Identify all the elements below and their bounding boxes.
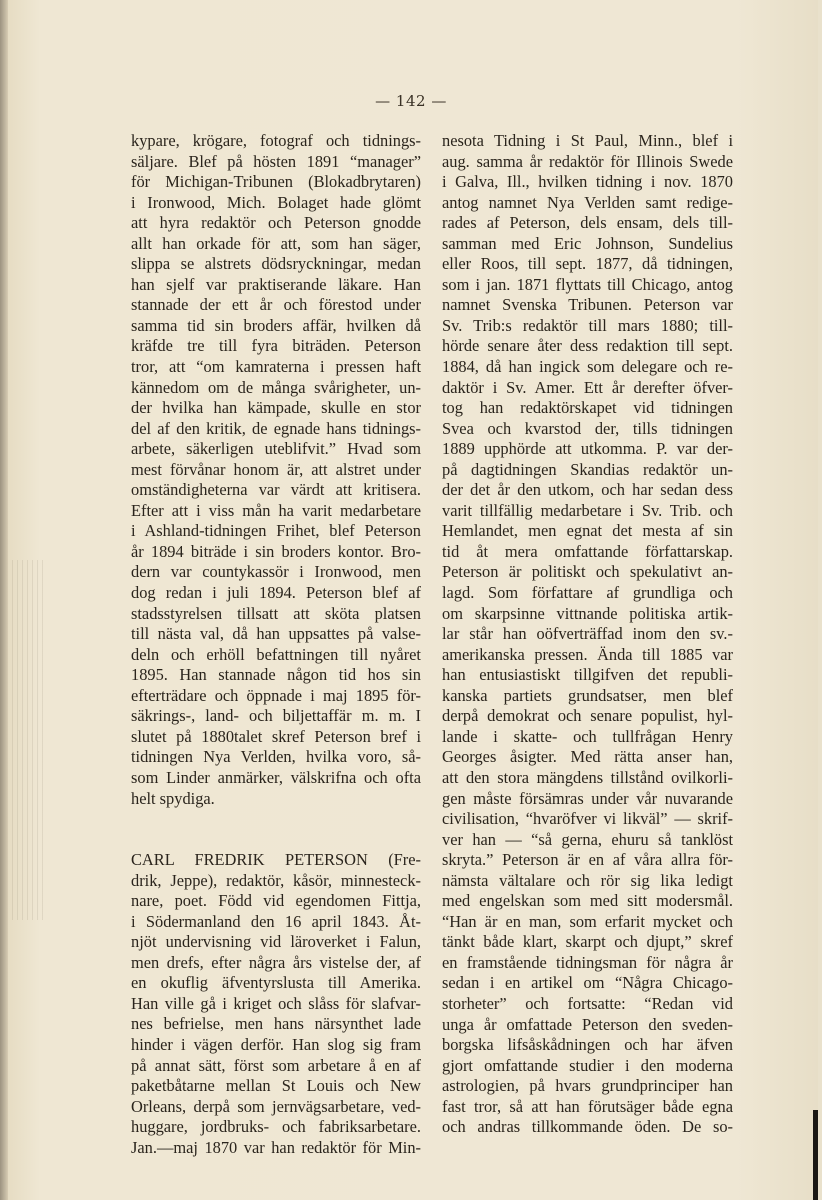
text-line: som i jan. 1871 flyttats till Chicago, antog bbox=[442, 274, 733, 294]
text-line: CARL FREDRIK PETERSON (Fre- bbox=[131, 850, 421, 870]
text-line: i Galva, Ill., hvilken tidning i nov. 1870 bbox=[442, 172, 733, 192]
text-line: Efter att i viss mån ha varit medarbetare bbox=[131, 500, 421, 520]
text-line: derpå demokrat och senare populist, hyl- bbox=[442, 706, 733, 726]
text-line: med engelskan som med sitt modersmål. bbox=[442, 891, 733, 911]
text-line: lande i skatte- och tullfrågan Henry bbox=[442, 726, 733, 746]
text-line: och andras tillkommande öden. De so- bbox=[442, 1117, 733, 1137]
text-line: helt spydiga. bbox=[131, 788, 215, 808]
text-line: dern var countykassör i Ironwood, men bbox=[131, 562, 421, 582]
text-line: arbete, säkerligen uteblifvit.” Hvad som bbox=[131, 439, 421, 459]
text-line: civilisation, “hvaröfver vi likväl” — skrif- bbox=[442, 809, 733, 829]
text-line: borgska lifsåskådningen och har äfven bbox=[442, 1035, 733, 1055]
text-line: Orleans, derpå som jernvägsarbetare, ved- bbox=[131, 1096, 421, 1116]
text-line: men drefs, efter några års vistelse der, af bbox=[131, 952, 421, 972]
text-line: sedan i en artikel om “Några Chicago- bbox=[442, 973, 733, 993]
text-line: Sv. Trib:s redaktör till mars 1880; till- bbox=[442, 315, 733, 335]
text-line: för Michigan-Tribunen (Blokadbrytaren) bbox=[131, 172, 421, 192]
right-text-column bbox=[442, 131, 733, 1138]
text-line: 1895. Han stannade någon tid hos sin bbox=[131, 665, 421, 685]
text-line: fast tror, så att han förutsäger både egna bbox=[442, 1096, 733, 1116]
text-line: han entusiastiskt tillgifven det republi- bbox=[442, 665, 733, 685]
text-line: huggare, jordbruks- och fabriksarbetare. bbox=[131, 1117, 421, 1137]
text-line: gjort omfattande studier i den moderna bbox=[442, 1055, 733, 1075]
text-line: skryta.” Peterson är en af våra allra för- bbox=[442, 850, 733, 870]
text-line: tänkt både klart, skarpt och djupt,” skref bbox=[442, 932, 733, 952]
text-line: samma tid sin broders affär, hvilken då bbox=[131, 315, 421, 335]
text-line: stannade der ett år och förestod under bbox=[131, 295, 421, 315]
text-line: astrologien, på hvars grundprinciper han bbox=[442, 1076, 733, 1096]
text-line: mest förvånar honom är, att alstret under bbox=[131, 459, 421, 479]
text-line: antog namnet Nya Verlden samt redige- bbox=[442, 192, 733, 212]
paragraph-gap bbox=[131, 809, 421, 830]
text-line: nesota Tidning i St Paul, Minn., blef i bbox=[442, 131, 733, 150]
text-line: Peterson är politiskt och spekulativt an- bbox=[442, 562, 733, 582]
text-line: Georges åsigter. Med rätta anser han, bbox=[442, 747, 733, 767]
left-text-column bbox=[131, 131, 421, 1158]
text-line: i Södermanland den 16 april 1843. Åt- bbox=[131, 911, 421, 931]
text-line: nämsta vältalare och rör sig lika ledigt bbox=[442, 870, 733, 890]
text-line: varit tillfällig medarbetare i Sv. Trib. och bbox=[442, 500, 733, 520]
text-line: tog han redaktörskapet vid tidningen bbox=[442, 398, 733, 418]
text-line: njöt undervisning vid läroverket i Falun, bbox=[131, 932, 421, 952]
text-line: del af den kritik, de egnade hans tidnings- bbox=[131, 418, 421, 438]
text-line: som Linder anmärker, välskrifna och ofta bbox=[131, 767, 421, 787]
text-line: der hvilka han kämpade, skulle en stor bbox=[131, 398, 421, 418]
text-line: deln och erhöll befattningen till nyåret bbox=[131, 644, 421, 664]
text-line: rades af Peterson, dels ensam, dels till- bbox=[442, 213, 733, 233]
text-line: en framstående tidningsman för några år bbox=[442, 952, 733, 972]
text-line: samman med Eric Johnson, Sundelius bbox=[442, 233, 733, 253]
text-line: omständigheterna var värdt att kritisera. bbox=[131, 480, 421, 500]
text-line: gen måste försämras under vår nuvarande bbox=[442, 788, 733, 808]
text-line: han sjelf var praktiserande läkare. Han bbox=[131, 274, 421, 294]
page-left-edge bbox=[0, 0, 8, 1200]
text-line: “Han är en man, som erfarit mycket och bbox=[442, 911, 733, 931]
text-line: namnet Svenska Tribunen. Peterson var bbox=[442, 295, 733, 315]
text-line: kännedom om de många svårigheter, un- bbox=[131, 377, 421, 397]
text-line: att hyra redaktör och Peterson gnodde bbox=[131, 213, 421, 233]
text-line: eller Roos, till sept. 1877, då tidningen, bbox=[442, 254, 733, 274]
text-line: slippa se alstrets dödsryckningar, medan bbox=[131, 254, 421, 274]
text-line: hörde senare åter dess redaktion till sept. bbox=[442, 336, 733, 356]
text-line: kräfde tre till fyra biträden. Peterson bbox=[131, 336, 421, 356]
text-line: allt han orkade för att, som han säger, bbox=[131, 233, 421, 253]
page-corner-shadow bbox=[813, 1110, 818, 1200]
text-line: kypare, krögare, fotograf och tidnings- bbox=[131, 131, 421, 150]
text-line: säkrings-, land- och biljettaffär m. m. I bbox=[131, 706, 421, 726]
text-line: aug. samma år redaktör för Illinois Swede bbox=[442, 151, 733, 171]
text-line: i Ironwood, Mich. Bolaget hade glömt bbox=[131, 192, 421, 212]
text-line: dog redan i juli 1894. Peterson blef af bbox=[131, 583, 421, 603]
text-line: 1884, då han ingick som delegare och re- bbox=[442, 357, 733, 377]
text-line: slutet på 1880talet skref Peterson bref i bbox=[131, 726, 421, 746]
text-line: daktör i Sv. Amer. Ett år derefter öfver- bbox=[442, 377, 733, 397]
text-line: säljare. Blef på hösten 1891 “manager” bbox=[131, 151, 421, 171]
text-line: der det år den utkom, och har sedan dess bbox=[442, 480, 733, 500]
text-line: paketbåtarne mellan St Louis och New bbox=[131, 1076, 421, 1096]
text-line: storheter” och fortsatte: “Redan vid bbox=[442, 993, 733, 1013]
text-line: unga år omfattade Peterson den sveden- bbox=[442, 1014, 733, 1034]
text-line: nare, poet. Född vid egendomen Fittja, bbox=[131, 891, 421, 911]
page-number: — 142 — bbox=[375, 92, 447, 110]
text-line: Jan.—maj 1870 var han redaktör för Min- bbox=[131, 1137, 421, 1157]
text-line: Svea och kvarstod der, tills tidningen bbox=[442, 418, 733, 438]
text-line: att den stora mängdens tillstånd ovilkorli- bbox=[442, 767, 733, 787]
text-line: efterträdare och öppnade i maj 1895 för- bbox=[131, 685, 421, 705]
text-line: Hemlandet, men egnat det mesta af sin bbox=[442, 521, 733, 541]
text-line: tror, att “om kamraterna i pressen haft bbox=[131, 357, 421, 377]
text-line: år 1894 biträde i sin broders kontor. Bro- bbox=[131, 541, 421, 561]
text-line: i Ashland-tidningen Frihet, blef Peterson bbox=[131, 521, 421, 541]
text-line: hinder i vägen derför. Han slog sig fram bbox=[131, 1034, 421, 1054]
text-line: Han ville gå i kriget och slåss för slafvar- bbox=[131, 993, 421, 1013]
text-line: lar står han oöfverträffad inom den sv.- bbox=[442, 624, 733, 644]
text-line: 1889 upphörde att utkomma. P. var der- bbox=[442, 439, 733, 459]
text-line: om skarpsinne vittnande politiska artik- bbox=[442, 603, 733, 623]
text-line: tidningen Nya Verlden, hvilka voro, så- bbox=[131, 747, 421, 767]
text-line: till nästa val, då han uppsattes på valse- bbox=[131, 624, 421, 644]
text-line: drik, Jeppe), redaktör, kåsör, minnesteck- bbox=[131, 870, 421, 890]
text-line: stadsstyrelsen tillsatt att sköta platsen bbox=[131, 603, 421, 623]
paragraph-gap bbox=[131, 830, 421, 851]
text-line: nes befrielse, men hans närsynthet lade bbox=[131, 1014, 421, 1034]
text-line: lagd. Som författare af grundliga och bbox=[442, 583, 733, 603]
text-line: kanska partiets grundsatser, men blef bbox=[442, 685, 733, 705]
text-line: amerikanska pressen. Ända till 1885 var bbox=[442, 644, 733, 664]
text-line: ver han — “så gerna, ehuru så tanklöst bbox=[442, 829, 733, 849]
text-line: en okuflig äfventyrslusta till Amerika. bbox=[131, 973, 421, 993]
text-line: på dagtidningen Skandias redaktör un- bbox=[442, 459, 733, 479]
text-line: på annat sätt, först som arbetare å en af bbox=[131, 1055, 421, 1075]
margin-bleed-marks bbox=[8, 560, 44, 920]
text-line: tid åt mera omfattande författarskap. bbox=[442, 541, 733, 561]
